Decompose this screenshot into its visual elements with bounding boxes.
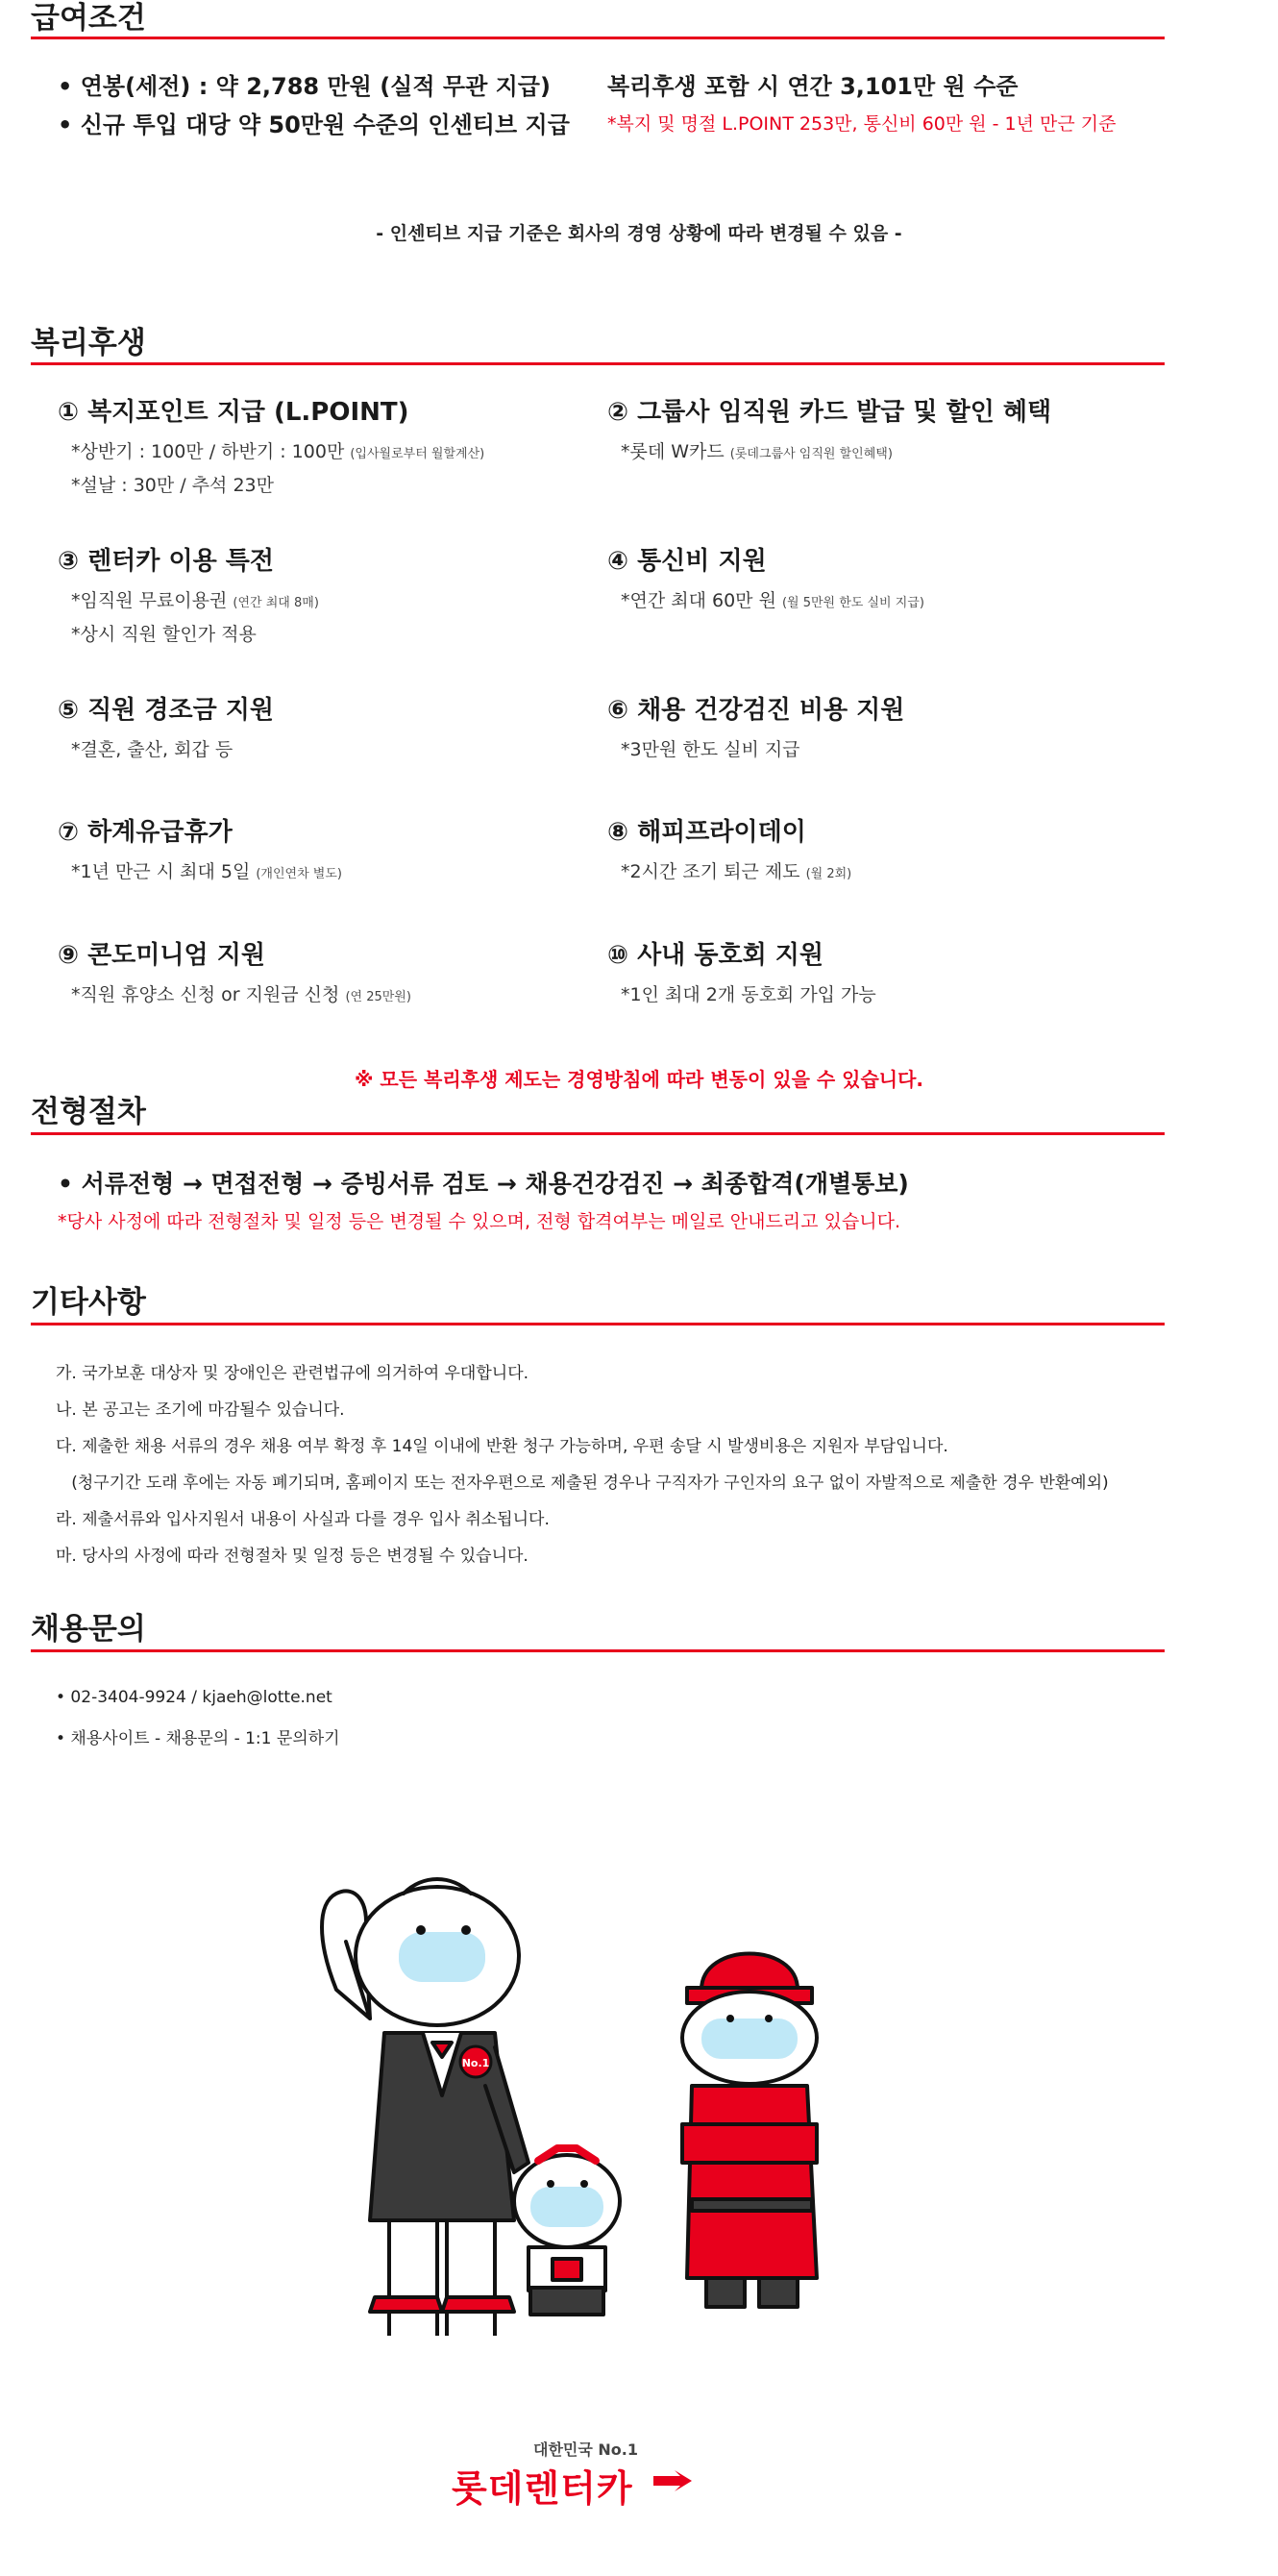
contact-phone-email: • 02-3404-9924 / kjaeh@lotte.net — [56, 1688, 332, 1707]
benefit-detail — [71, 980, 411, 1006]
benefit-detail — [71, 471, 484, 497]
benefit-item — [607, 541, 924, 612]
section-divider — [31, 362, 1165, 365]
mascot-badge-text: No.1 — [461, 2057, 490, 2069]
section-title-contact: 채용문의 — [31, 1612, 146, 1647]
benefit-detail — [621, 857, 851, 883]
etc-line: 라. 제출서류와 입사지원서 내용이 사실과 다를 경우 입사 취소됩니다. — [56, 1510, 550, 1529]
logo-tagline: 대한민국 No.1 — [533, 2440, 638, 2459]
benefit-detail-note: (월 5만원 한도 실비 지급) — [781, 596, 924, 610]
benefit-detail — [71, 735, 274, 761]
benefit-detail — [621, 735, 904, 761]
benefit-title: ⑦ 하계유급휴가 — [58, 818, 233, 847]
mascot-illustration — [279, 1874, 874, 2336]
benefit-item — [607, 690, 904, 761]
etc-line: (청구기간 도래 후에는 자동 폐기되며, 홈페이지 또는 전자우편으로 제출된 경우나 구직자가 구인자의 요구 없이 자발적으로 제출한 경우 반환예외) — [56, 1474, 1109, 1493]
etc-line: 다. 제출한 채용 서류의 경우 채용 여부 확정 후 14일 이내에 반환 청구 가능하며, 우편 송달 시 발생비용은 지원자 부담입니다. — [56, 1437, 948, 1456]
benefits-notice: ※ 모든 복리후생 제도는 경영방침에 따라 변동이 있을 수 있습니다. — [354, 1068, 924, 1091]
benefit-title: ③ 렌터카 이용 특전 — [58, 547, 274, 576]
section-divider — [31, 1649, 1165, 1652]
etc-line: 나. 본 공고는 조기에 마감될수 있습니다. — [56, 1400, 345, 1420]
benefit-title: ⑩ 사내 동호회 지원 — [607, 941, 823, 970]
benefit-detail-main: *2시간 조기 퇴근 제도 — [621, 861, 806, 882]
annual-salary: • 연봉(세전) : 약 2,788 만원 (실적 무관 지급) — [58, 73, 551, 100]
section-divider — [31, 1323, 1165, 1325]
benefit-detail — [621, 980, 876, 1006]
benefit-item — [58, 541, 319, 646]
benefit-detail-main: *1년 만근 시 최대 5일 — [71, 861, 257, 882]
process-note: *당사 사정에 따라 전형절차 및 일정 등은 변경될 수 있으며, 전형 합격여부는 메일로 안내드리고 있습니다. — [58, 1211, 901, 1232]
benefit-item — [58, 812, 342, 883]
benefit-title: ① 복지포인트 지급 (L.POINT) — [58, 398, 409, 427]
welfare-note: *복지 및 명절 L.POINT 253만, 통신비 60만 원 - 1년 만근 기준 — [607, 113, 1117, 135]
benefit-item — [58, 392, 484, 497]
section-title-process: 전형절차 — [31, 1095, 146, 1129]
etc-line: 가. 국가보훈 대상자 및 장애인은 관련법규에 의거하여 우대합니다. — [56, 1364, 529, 1383]
benefit-title: ⑥ 채용 건강검진 비용 지원 — [607, 696, 905, 725]
benefit-item — [58, 690, 274, 761]
section-divider — [31, 37, 1165, 39]
benefit-item — [607, 812, 851, 883]
benefit-detail-note: (개인연차 별도) — [256, 867, 342, 881]
benefit-detail-main: *롯데 W카드 — [621, 441, 730, 462]
benefit-title: ⑤ 직원 경조금 지원 — [58, 696, 274, 725]
benefit-detail-main: *연간 최대 60만 원 — [621, 590, 782, 611]
logo-arrow-icon — [653, 2470, 692, 2491]
welfare-total: 복리후생 포함 시 연간 3,101만 원 수준 — [607, 73, 1019, 100]
benefit-detail-main: *1인 최대 2개 동호회 가입 가능 — [621, 984, 876, 1005]
benefit-detail-main: *상시 직원 할인가 적용 — [71, 624, 257, 645]
benefit-detail — [71, 586, 319, 612]
benefit-detail-note: (롯데그룹사 임직원 할인혜택) — [729, 447, 893, 461]
etc-line: 마. 당사의 사정에 따라 전형절차 및 일정 등은 변경될 수 있습니다. — [56, 1547, 528, 1566]
benefit-detail-main: *설날 : 30만 / 추석 23만 — [71, 475, 274, 496]
benefit-title: ⑨ 콘도미니엄 지원 — [58, 941, 265, 970]
section-title-etc: 기타사항 — [31, 1285, 146, 1320]
section-divider — [31, 1132, 1165, 1135]
benefit-item — [607, 935, 876, 1006]
benefit-detail-main: *3만원 한도 실비 지급 — [621, 739, 800, 760]
benefit-detail-note: (연간 최대 8매) — [233, 596, 319, 610]
benefit-detail-main: *직원 휴양소 신청 or 지원금 신청 — [71, 984, 346, 1005]
benefit-detail — [71, 437, 484, 463]
incentive-notice: - 인센티브 지급 기준은 회사의 경영 상황에 따라 변경될 수 있음 - — [376, 223, 902, 244]
benefit-detail — [621, 586, 924, 612]
benefit-title: ④ 통신비 지원 — [607, 547, 767, 576]
benefit-detail-note: (월 2회) — [805, 867, 852, 881]
benefit-item — [58, 935, 411, 1006]
benefit-title: ⑧ 해피프라이데이 — [607, 818, 806, 847]
section-title-benefits: 복리후생 — [31, 326, 146, 360]
benefit-title: ② 그룹사 임직원 카드 발급 및 할인 혜택 — [607, 398, 1052, 427]
benefit-detail-main: *결혼, 출산, 회갑 등 — [71, 739, 233, 760]
process-steps: • 서류전형 → 면접전형 → 증빙서류 검토 → 채용건강검진 → 최종합격(개별통보) — [58, 1170, 909, 1198]
benefit-detail — [621, 437, 1051, 463]
benefit-detail-main: *임직원 무료이용권 — [71, 590, 233, 611]
benefit-detail — [71, 620, 319, 646]
section-title-salary: 급여조건 — [31, 1, 146, 36]
benefit-detail-main: *상반기 : 100만 / 하반기 : 100만 — [71, 441, 351, 462]
benefit-detail — [71, 857, 342, 883]
contact-site: • 채용사이트 - 채용문의 - 1:1 문의하기 — [56, 1729, 340, 1748]
logo-text: 롯데렌터카 — [452, 2467, 633, 2510]
benefit-item — [607, 392, 1051, 463]
benefit-detail-note: (연 25만원) — [345, 990, 411, 1004]
incentive-text: • 신규 투입 대당 약 50만원 수준의 인센티브 지급 — [58, 111, 570, 138]
benefit-detail-note: (입사월로부터 월할계산) — [350, 447, 485, 461]
